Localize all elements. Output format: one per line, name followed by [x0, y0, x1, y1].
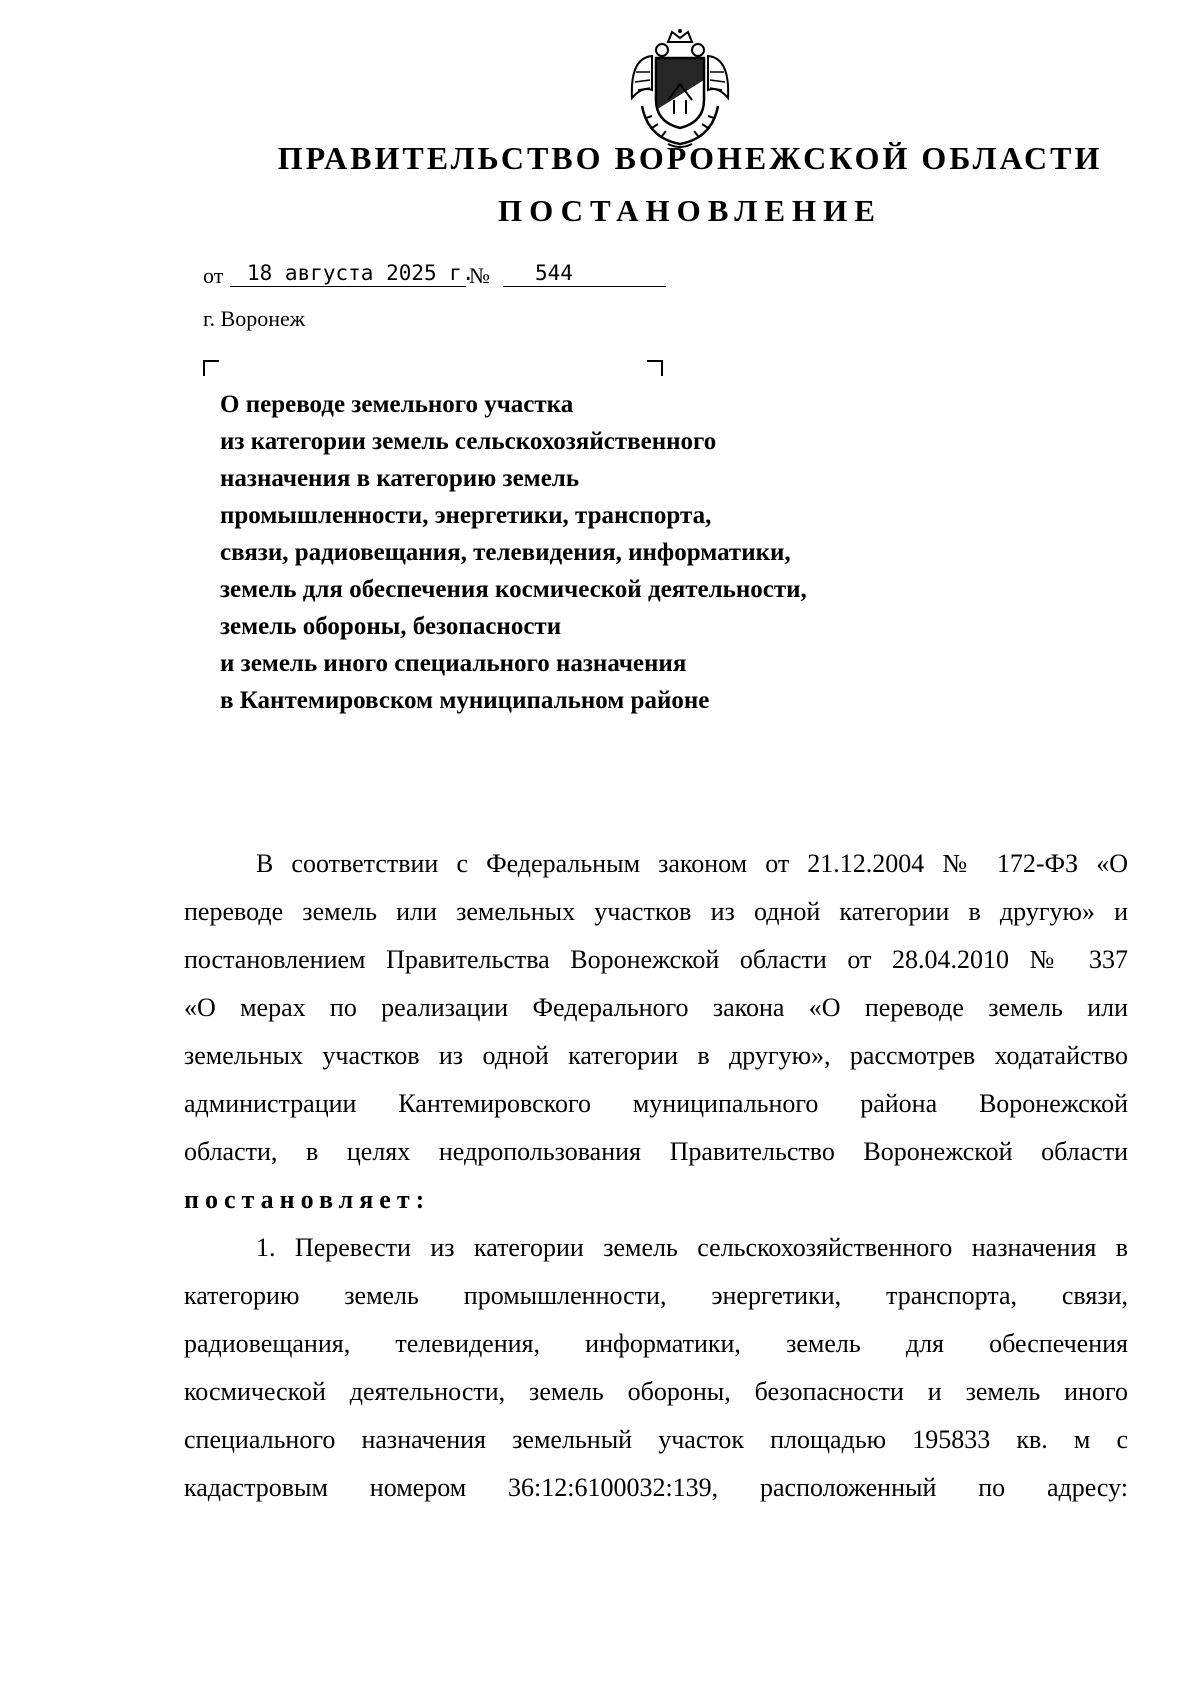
subject-line: промышленности, энергетики, транспорта,	[220, 502, 712, 529]
document-date: 18 августа 2025 г.	[247, 261, 475, 285]
number-label: №	[469, 263, 490, 288]
subject-line: связи, радиовещания, телевидения, информатики,	[220, 539, 791, 566]
subject-line: и земель иного специального назначения	[220, 650, 687, 677]
preamble-line: «О мерах по реализации Федерального закона «О переводе земель или	[184, 993, 1128, 1022]
preamble-line: постановлением Правительства Воронежской области от 28.04.2010 № 337	[184, 945, 1128, 974]
preamble-line: переводе земель или земельных участков из одной категории в другую» и	[184, 897, 1128, 926]
preamble-line: земельных участков из одной категории в другую», рассмотрев ходатайство	[184, 1041, 1128, 1070]
number-underline	[503, 285, 666, 287]
item-line: космической деятельности, земель обороны, безопасности и земель иного	[184, 1377, 1128, 1406]
document-type: ПОСТАНОВЛЕНИЕ	[498, 193, 882, 228]
subject-corner-right	[647, 360, 663, 376]
date-number-line	[203, 255, 683, 295]
subject-line: в Кантемировском муниципальном районе	[220, 687, 710, 714]
preamble-line: области, в целях недропользования Правительство Воронежской области	[184, 1137, 1128, 1166]
government-title: ПРАВИТЕЛЬСТВО ВОРОНЕЖСКОЙ ОБЛАСТИ	[277, 140, 1103, 176]
item-line: категорию земель промышленности, энергетики, транспорта, связи,	[184, 1281, 1128, 1310]
item-line: радиовещания, телевидения, информатики, земель для обеспечения	[184, 1329, 1128, 1358]
preamble-line: В соответствии с Федеральным законом от 21.12.2004 № 172-ФЗ «О	[256, 849, 1128, 878]
item-line: кадастровым номером 36:12:6100032:139, расположенный по адресу:	[184, 1473, 1128, 1502]
item-line: специального назначения земельный участок площадью 195833 кв. м с	[184, 1425, 1128, 1454]
resolves-word: постановляет:	[184, 1185, 431, 1214]
item-line: 1. Перевести из категории земель сельскохозяйственного назначения в	[256, 1233, 1128, 1262]
from-label: от	[203, 263, 224, 288]
date-underline	[230, 285, 466, 287]
subject-line: назначения в категорию земель	[220, 465, 580, 492]
subject-line: О переводе земельного участка	[220, 391, 574, 418]
coat-of-arms-icon	[622, 28, 738, 152]
subject-corner-left	[203, 360, 219, 376]
subject-line: земель обороны, безопасности	[220, 613, 562, 640]
subject-line: земель для обеспечения космической деятельности,	[220, 576, 807, 603]
document-body	[184, 840, 1128, 1512]
subject-heading	[220, 386, 940, 719]
subject-line: из категории земель сельскохозяйственного	[220, 428, 717, 455]
document-number: 544	[535, 261, 573, 285]
city-name: г. Воронеж	[203, 306, 305, 331]
preamble-line: администрации Кантемировского муниципального района Воронежской	[184, 1089, 1128, 1118]
